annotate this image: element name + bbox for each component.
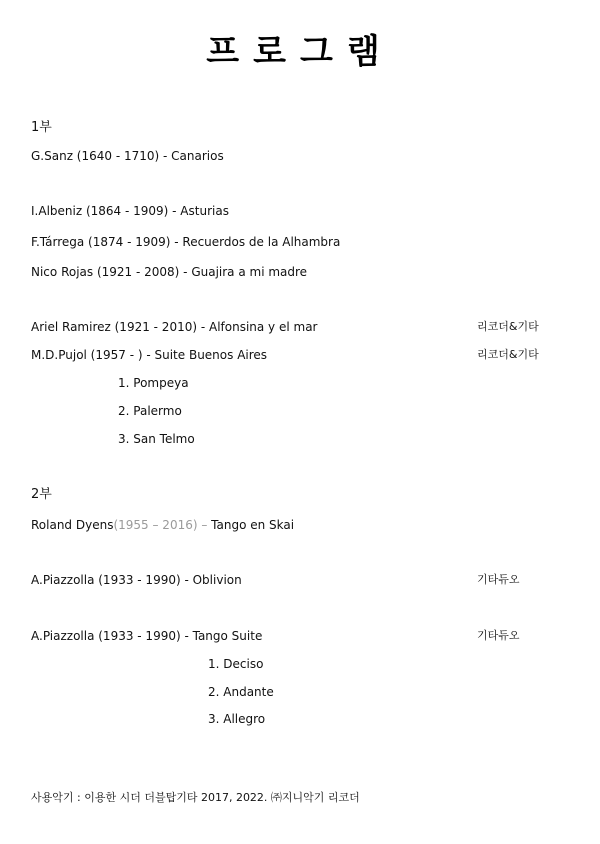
- program-item: M.D.Pujol (1957 - ) - Suite Buenos Aires: [31, 348, 268, 362]
- piece-title: Tango en Skai: [211, 518, 295, 532]
- part2-heading: 2부: [31, 487, 52, 502]
- instrument-label: 기타듀오: [477, 629, 520, 642]
- movement-item: 3. Allegro: [208, 712, 266, 726]
- program-item: A.Piazzolla (1933 - 1990) - Oblivion: [31, 573, 242, 587]
- page-title: 프로그램: [206, 32, 394, 72]
- separator-dash: –: [197, 518, 212, 532]
- program-item: A.Piazzolla (1933 - 1990) - Tango Suite: [31, 629, 263, 643]
- instrument-label: 리코더&기타: [477, 348, 539, 361]
- program-item: F.Tárrega (1874 - 1909) - Recuerdos de la Alhambra: [31, 235, 341, 249]
- movement-item: 2. Palermo: [118, 404, 182, 418]
- program-item: [31, 517, 294, 533]
- composer-name: Roland Dyens: [31, 518, 114, 532]
- movement-item: 2. Andante: [208, 685, 274, 699]
- program-item: I.Albeniz (1864 - 1909) - Asturias: [31, 204, 229, 218]
- movement-item: 3. San Telmo: [118, 432, 195, 446]
- program-item: G.Sanz (1640 - 1710) - Canarios: [31, 149, 224, 163]
- program-item: Ariel Ramirez (1921 - 2010) - Alfonsina y el mar: [31, 320, 318, 334]
- movement-item: 1. Pompeya: [118, 376, 189, 390]
- program-item: Nico Rojas (1921 - 2008) - Guajira a mi madre: [31, 265, 308, 279]
- part1-heading: 1부: [31, 120, 52, 135]
- instrument-label: 기타듀오: [477, 573, 520, 586]
- instruments-footer: 사용악기 : 이용한 시더 더블탑기타 2017, 2022. ㈜지니악기 리코더: [31, 791, 360, 804]
- composer-dates: (1955 – 2016): [113, 518, 198, 532]
- instrument-label: 리코더&기타: [477, 320, 539, 333]
- movement-item: 1. Deciso: [208, 657, 264, 671]
